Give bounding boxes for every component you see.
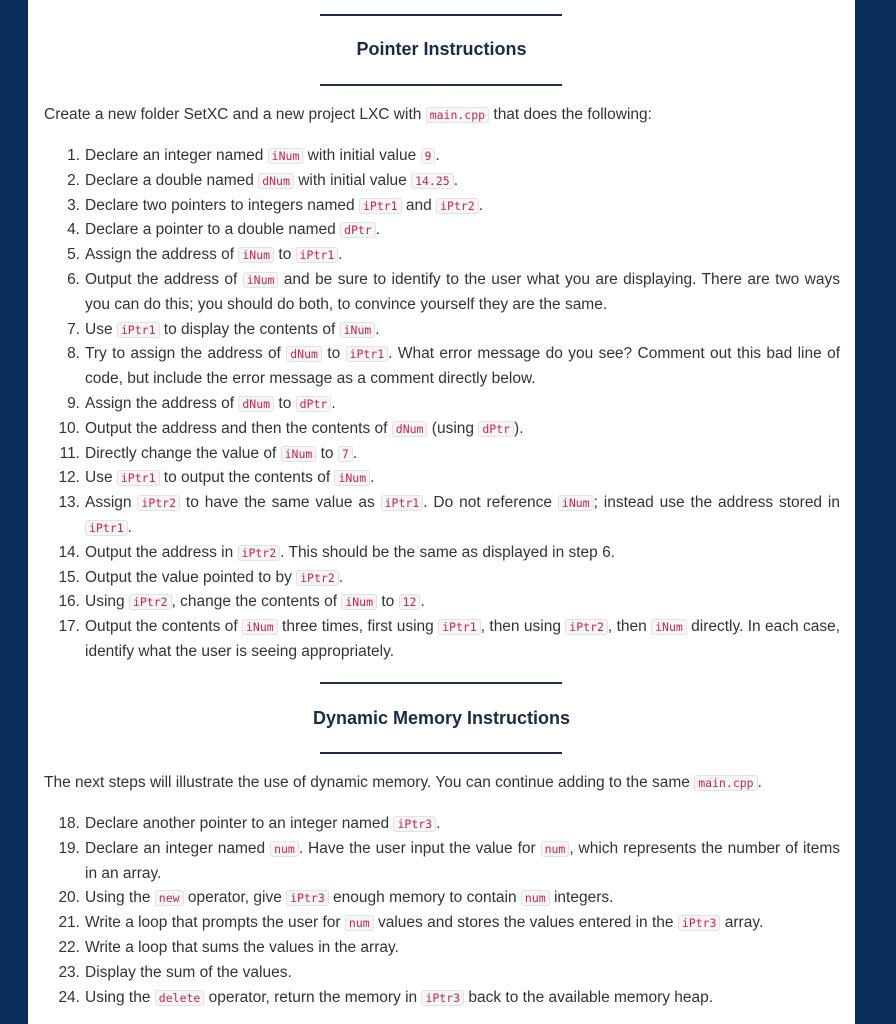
list-item-text: to bbox=[316, 444, 338, 462]
list-item-text: Declare an integer named bbox=[85, 147, 268, 164]
inline-code: iPtr1 bbox=[359, 198, 402, 214]
list-item-text: ). bbox=[514, 419, 524, 437]
list-item-text: integers. bbox=[549, 889, 614, 907]
pointer-steps-list bbox=[28, 144, 840, 665]
list-item bbox=[28, 442, 840, 467]
inline-code: num bbox=[541, 841, 570, 857]
inline-code: iNum bbox=[281, 446, 317, 462]
inline-code: iNum bbox=[340, 322, 376, 338]
intro-text: that does the following: bbox=[489, 106, 652, 123]
list-item-text: ; instead use the address stored in bbox=[593, 494, 840, 512]
list-item-text: Output the address and then the contents of bbox=[85, 419, 392, 437]
inline-code: 14.25 bbox=[411, 173, 454, 189]
list-item-number: 12. bbox=[58, 469, 80, 487]
inline-code: iPtr1 bbox=[296, 247, 339, 263]
inline-code: iNum bbox=[268, 148, 304, 164]
intro-paragraph-dynamic bbox=[44, 774, 762, 792]
list-item-number: 10. bbox=[58, 419, 80, 437]
list-item-text: . bbox=[127, 518, 132, 536]
list-item-text: Assign the address of bbox=[85, 394, 239, 412]
list-item-number: 3. bbox=[67, 196, 80, 214]
list-item-text: Declare another pointer to an integer named bbox=[85, 815, 394, 832]
list-item-text: , change the contents of bbox=[171, 593, 342, 611]
list-item-number: 1. bbox=[67, 147, 80, 164]
list-item-number: 15. bbox=[58, 568, 80, 586]
list-item-text: . What error message do you see? Comment out this bad line of code, but include the error message as a comment directly below. bbox=[85, 345, 841, 388]
list-item-number: 24. bbox=[58, 988, 80, 1006]
list-item-text: and be sure to identify to the user what you are displaying. There are two ways you can do this; you should do both, to convince yourself they are the same. bbox=[85, 270, 841, 313]
list-item bbox=[28, 194, 840, 219]
list-item-number: 6. bbox=[67, 270, 80, 288]
inline-code: iPtr1 bbox=[381, 495, 424, 511]
inline-code: iNum bbox=[558, 495, 594, 511]
list-item-number: 18. bbox=[58, 815, 80, 832]
list-item-text: to bbox=[274, 394, 296, 412]
list-item-text: . bbox=[436, 815, 441, 832]
list-item-text: Output the address in bbox=[85, 543, 238, 561]
list-item bbox=[28, 566, 840, 591]
list-item bbox=[28, 986, 840, 1011]
list-item-text: three times, first using bbox=[277, 618, 439, 636]
list-item-number: 2. bbox=[67, 171, 80, 189]
heading-rule-top bbox=[320, 682, 562, 684]
list-item-number: 9. bbox=[67, 394, 80, 412]
list-item-text: Output the address of bbox=[85, 270, 243, 288]
list-item-text: Output the contents of bbox=[85, 618, 242, 636]
intro-text: The next steps will illustrate the use of dynamic memory. You can continue adding to the same bbox=[44, 774, 695, 791]
list-item-number: 19. bbox=[58, 839, 80, 857]
inline-code: new bbox=[155, 890, 184, 906]
list-item bbox=[28, 961, 840, 986]
list-item-text: Using bbox=[85, 593, 129, 611]
inline-code: dPtr bbox=[478, 421, 514, 437]
inline-code: num bbox=[521, 890, 550, 906]
inline-code: iPtr1 bbox=[117, 322, 160, 338]
list-item-text: Output the value pointed to by bbox=[85, 568, 297, 586]
inline-code: iPtr3 bbox=[286, 890, 329, 906]
list-item bbox=[28, 615, 840, 665]
inline-code: iPtr3 bbox=[393, 816, 436, 832]
list-item bbox=[28, 268, 840, 318]
inline-code: iPtr2 bbox=[296, 570, 339, 586]
inline-code: dNum bbox=[286, 346, 322, 362]
inline-code: iPtr3 bbox=[678, 915, 721, 931]
inline-code: iPtr1 bbox=[346, 346, 389, 362]
list-item-number: 16. bbox=[58, 593, 80, 611]
list-item-number: 11. bbox=[59, 444, 80, 462]
inline-code: delete bbox=[155, 990, 205, 1006]
list-item bbox=[28, 491, 840, 541]
list-item-text: Declare two pointers to integers named bbox=[85, 196, 359, 214]
inline-code: iPtr2 bbox=[238, 545, 281, 561]
list-item-text: . bbox=[435, 147, 440, 164]
list-item-number: 20. bbox=[58, 889, 80, 907]
list-item bbox=[28, 911, 840, 936]
list-item-text: array. bbox=[720, 914, 764, 932]
list-item-text: , which represents the number of items in an array. bbox=[85, 839, 840, 882]
list-item-number: 14. bbox=[58, 543, 80, 561]
list-item-text: Declare an integer named bbox=[85, 839, 271, 857]
inline-code: dPtr bbox=[296, 396, 332, 412]
inline-code: main.cpp bbox=[694, 775, 757, 791]
list-item-text: , then using bbox=[480, 618, 566, 636]
list-item-number: 22. bbox=[58, 938, 80, 956]
list-item-text: Write a loop that sums the values in the array. bbox=[85, 938, 399, 956]
list-item-number: 23. bbox=[58, 963, 80, 981]
list-item-text: . bbox=[331, 394, 336, 412]
list-item-text: operator, return the memory in bbox=[204, 988, 422, 1006]
list-item-text: . bbox=[375, 221, 381, 239]
list-item-number: 5. bbox=[67, 246, 80, 264]
inline-code: iPtr1 bbox=[85, 520, 128, 536]
inline-code: 9 bbox=[421, 148, 436, 164]
list-item bbox=[28, 837, 840, 887]
list-item-number: 17. bbox=[58, 618, 80, 636]
list-item-text: . bbox=[453, 171, 459, 189]
list-item-text: Write a loop that prompts the user for bbox=[85, 914, 345, 932]
list-item-text: Declare a pointer to a double named bbox=[85, 221, 341, 239]
inline-code: iPtr2 bbox=[565, 619, 608, 635]
list-item bbox=[28, 392, 840, 417]
list-item-number: 4. bbox=[67, 221, 80, 239]
heading-rule-bottom bbox=[320, 84, 562, 86]
list-item-text: enough memory to contain bbox=[328, 889, 521, 907]
section-title-pointer: Pointer Instructions bbox=[356, 39, 527, 59]
inline-code: iNum bbox=[334, 470, 370, 486]
list-item bbox=[28, 936, 840, 961]
list-item-text: Using the bbox=[85, 889, 155, 907]
list-item-text: back to the available memory heap. bbox=[464, 988, 714, 1006]
list-item-number: 7. bbox=[67, 320, 80, 338]
inline-code: iNum bbox=[243, 272, 279, 288]
list-item-text: values and stores the values entered in the bbox=[373, 914, 678, 932]
list-item-text: to bbox=[321, 345, 346, 363]
list-item-text: to bbox=[377, 593, 399, 611]
list-item bbox=[28, 541, 840, 566]
inline-code: main.cpp bbox=[426, 107, 489, 123]
list-item-text: Assign the address of bbox=[85, 246, 239, 264]
heading-rule-top bbox=[320, 14, 562, 16]
list-item-text: . This should be the same as displayed in step 6. bbox=[280, 543, 616, 561]
document-page bbox=[28, 0, 855, 1024]
section-title-dynamic: Dynamic Memory Instructions bbox=[312, 708, 571, 728]
list-item-number: 8. bbox=[67, 345, 80, 363]
list-item-text: Declare a double named bbox=[85, 171, 259, 189]
inline-code: iPtr3 bbox=[421, 990, 464, 1006]
list-item-text: and bbox=[401, 196, 437, 214]
list-item-text: Display the sum of the values. bbox=[85, 963, 292, 981]
inline-code: num bbox=[345, 915, 374, 931]
list-item-text: to have the same value as bbox=[180, 494, 381, 512]
list-item-text: Using the bbox=[85, 988, 155, 1006]
list-item-text: . bbox=[352, 444, 358, 462]
list-item-text: Assign bbox=[85, 494, 138, 512]
dynamic-steps-list bbox=[28, 812, 840, 1010]
list-item bbox=[28, 144, 840, 169]
intro-text: Create a new folder SetXC and a new project LXC with bbox=[44, 106, 426, 123]
inline-code: iNum bbox=[341, 594, 377, 610]
list-item bbox=[28, 466, 840, 491]
inline-code: iPtr1 bbox=[438, 619, 481, 635]
intro-paragraph-pointer bbox=[44, 106, 652, 124]
list-item-text: with initial value bbox=[303, 147, 421, 164]
list-item-text: directly. In each case, identify what the user is seeing appropriately. bbox=[85, 618, 841, 660]
list-item-text: to bbox=[274, 246, 296, 264]
inline-code: dPtr bbox=[340, 222, 376, 238]
inline-code: iNum bbox=[238, 247, 274, 263]
list-item-text: Try to assign the address of bbox=[85, 345, 287, 363]
list-item bbox=[28, 218, 840, 243]
list-item bbox=[28, 342, 840, 392]
inline-code: iPtr2 bbox=[129, 594, 172, 610]
list-item-text: . bbox=[338, 246, 343, 264]
inline-code: dNum bbox=[238, 396, 274, 412]
heading-rule-bottom bbox=[320, 752, 562, 754]
list-item-text: Directly change the value of bbox=[85, 444, 281, 462]
list-item-text: . bbox=[375, 320, 380, 338]
list-item-text: . Do not reference bbox=[423, 494, 558, 512]
list-item-number: 13. bbox=[58, 494, 80, 512]
list-item-text: . Have the user input the value for bbox=[298, 839, 541, 857]
list-item-text: , then bbox=[607, 618, 652, 636]
list-item-text: (using bbox=[427, 419, 479, 437]
list-item bbox=[28, 812, 840, 837]
inline-code: 12 bbox=[399, 594, 421, 610]
list-item bbox=[28, 169, 840, 194]
list-item bbox=[28, 417, 840, 442]
inline-code: dNum bbox=[258, 173, 294, 189]
list-item-text: Use bbox=[85, 469, 117, 487]
list-item bbox=[28, 590, 840, 615]
list-item-text: Use bbox=[85, 320, 117, 338]
inline-code: num bbox=[270, 841, 299, 857]
list-item-text: operator, give bbox=[183, 889, 287, 907]
list-item-text: . bbox=[420, 593, 425, 611]
list-item-text: . bbox=[338, 568, 344, 586]
list-item-number: 21. bbox=[58, 914, 80, 932]
list-item bbox=[28, 243, 840, 268]
inline-code: 7 bbox=[338, 446, 353, 462]
list-item-text: . bbox=[478, 196, 484, 214]
inline-code: iPtr1 bbox=[117, 470, 160, 486]
inline-code: iPtr2 bbox=[436, 198, 479, 214]
list-item-text: . bbox=[370, 469, 375, 487]
list-item bbox=[28, 318, 840, 343]
list-item bbox=[28, 886, 840, 911]
list-item-text: with initial value bbox=[293, 171, 412, 189]
inline-code: iNum bbox=[651, 619, 687, 635]
inline-code: iPtr2 bbox=[137, 495, 180, 511]
inline-code: dNum bbox=[392, 421, 428, 437]
list-item-text: to output the contents of bbox=[159, 469, 335, 487]
inline-code: iNum bbox=[242, 619, 278, 635]
list-item-text: to display the contents of bbox=[159, 320, 340, 338]
intro-text: . bbox=[757, 774, 762, 791]
